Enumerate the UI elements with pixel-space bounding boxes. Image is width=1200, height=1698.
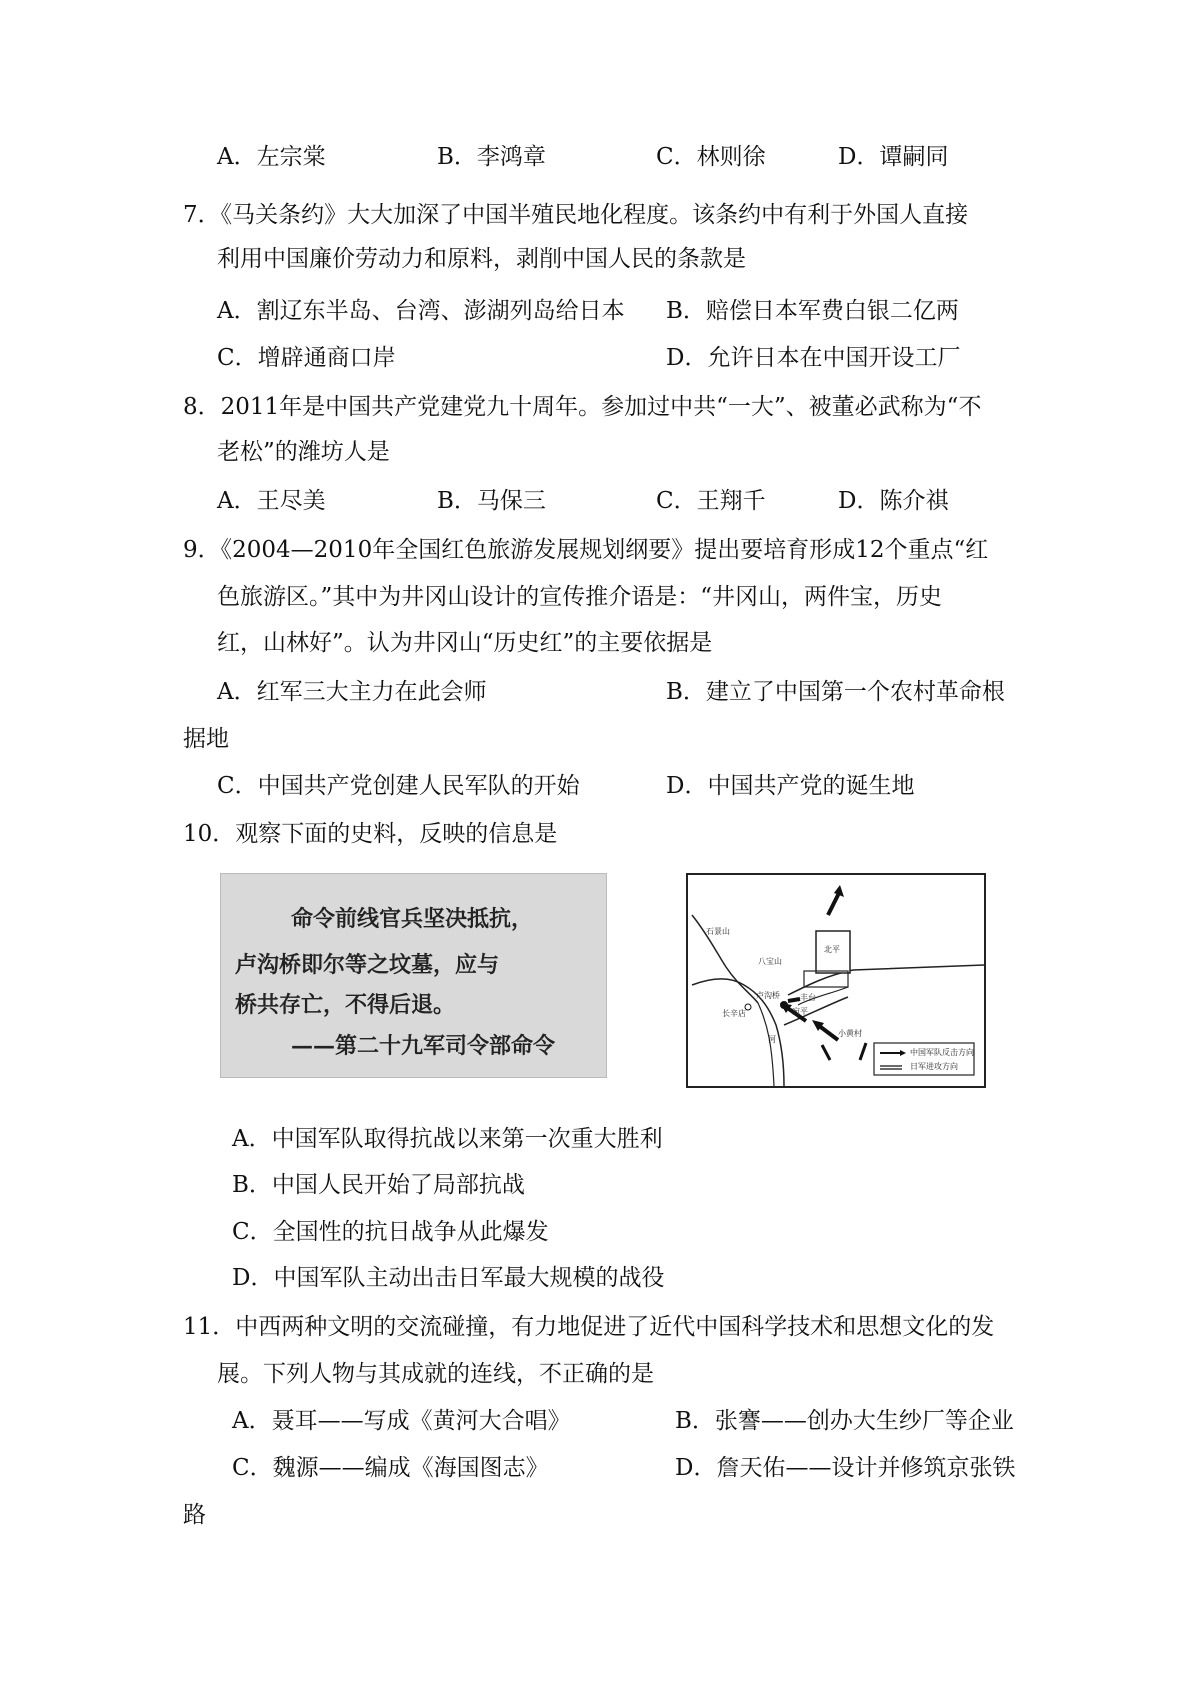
q7-option-c: C．增辟通商口岸 [217, 345, 396, 371]
q8-option-d: D．陈介祺 [838, 488, 949, 514]
q9-stem-line-1: 9．《2004—2010年全国红色旅游发展规划纲要》提出要培育形成12个重点“红 [183, 537, 989, 563]
q8-option-c: C．王翔千 [656, 488, 766, 514]
q8-option-b: B．马保三 [437, 488, 546, 514]
q10-option-c: C．全国性的抗日战争从此爆发 [232, 1219, 549, 1245]
q10-stem: 10．观察下面的史料，反映的信息是 [183, 821, 558, 847]
q9-option-d: D．中国共产党的诞生地 [666, 773, 915, 799]
q8-stem-line-2: 老松”的潍坊人是 [217, 439, 390, 465]
order-text-line-3: 桥共存亡，不得后退。 [235, 992, 456, 1018]
order-text-line-4: ——第二十九军司令部命令 [291, 1033, 556, 1059]
map-label-beiping: 北平 [824, 945, 840, 954]
q9-option-b-wrap: 据地 [183, 726, 229, 752]
map-label-wanping: 宛平 [792, 1007, 808, 1016]
q6-option-d: D．谭嗣同 [838, 144, 949, 170]
q11-option-c: C．魏源——编成《海国图志》 [232, 1455, 549, 1481]
q11-option-d-wrap: 路 [183, 1502, 206, 1528]
order-text-line-1: 命令前线官兵坚决抵抗， [291, 906, 534, 932]
q6-option-c: C．林则徐 [656, 144, 766, 170]
q7-option-d: D．允许日本在中国开设工厂 [666, 345, 961, 371]
q11-stem-line-2: 展。下列人物与其成就的连线，不正确的是 [217, 1361, 654, 1387]
order-text-line-2: 卢沟桥即尔等之坟墓，应与 [235, 952, 500, 978]
q6-option-b: B．李鸿章 [437, 144, 546, 170]
q11-option-a: A．聂耳——写成《黄河大合唱》 [232, 1408, 571, 1434]
map-label-babaoshan: 八宝山 [758, 957, 782, 966]
q7-option-b: B．赔偿日本军费白银二亿两 [666, 298, 959, 324]
q6-option-a: A．左宗棠 [217, 144, 326, 170]
q11-option-d: D．詹天佑——设计并修筑京张铁 [675, 1455, 1016, 1481]
q10-option-a: A．中国军队取得抗战以来第一次重大胜利 [232, 1126, 663, 1152]
q9-stem-line-2: 色旅游区。”其中为井冈山设计的宣传推介语是：“井冈山，两件宝，历史 [217, 584, 943, 610]
q9-stem-line-3: 红，山林好”。认为井冈山“历史红”的主要依据是 [217, 630, 713, 656]
map-legend-japanese-attack: 日军进攻方向 [910, 1062, 958, 1071]
q11-option-b: B．张謇——创办大生纱厂等企业 [675, 1408, 1014, 1434]
q7-stem-line-1: 7．《马关条约》大大加深了中国半殖民地化程度。该条约中有利于外国人直接 [183, 202, 969, 228]
map-legend-chinese-counterattack: 中国军队反击方向 [910, 1048, 974, 1057]
q8-option-a: A．王尽美 [217, 488, 326, 514]
q10-option-d: D．中国军队主动出击日军最大规模的战役 [232, 1265, 665, 1291]
map-label-river: 河 [768, 1035, 776, 1044]
map-label-shijingshan: 石景山 [706, 927, 730, 936]
q8-stem-line-1: 8．2011年是中国共产党建党九十周年。参加过中共“一大”、被董必武称为“不 [183, 394, 982, 420]
map-label-fengtai: 丰台 [800, 993, 816, 1002]
map-label-xiaohuangcun: 小黄村 [838, 1029, 862, 1038]
historical-order-image [220, 873, 607, 1078]
q9-option-a: A．红军三大主力在此会师 [217, 679, 487, 705]
map-label-lugouqiao: 卢沟桥 [756, 991, 780, 1000]
lugou-bridge-map [686, 873, 986, 1088]
q7-stem-line-2: 利用中国廉价劳动力和原料，剥削中国人民的条款是 [217, 246, 746, 272]
q10-option-b: B．中国人民开始了局部抗战 [232, 1172, 525, 1198]
q7-option-a: A．割辽东半岛、台湾、澎湖列岛给日本 [217, 298, 625, 324]
q9-option-b: B．建立了中国第一个农村革命根 [666, 679, 1005, 705]
map-label-changxindian: 长辛店 [722, 1009, 746, 1018]
q11-stem-line-1: 11．中西两种文明的交流碰撞，有力地促进了近代中国科学技术和思想文化的发 [183, 1314, 995, 1340]
q9-option-c: C．中国共产党创建人民军队的开始 [217, 773, 580, 799]
